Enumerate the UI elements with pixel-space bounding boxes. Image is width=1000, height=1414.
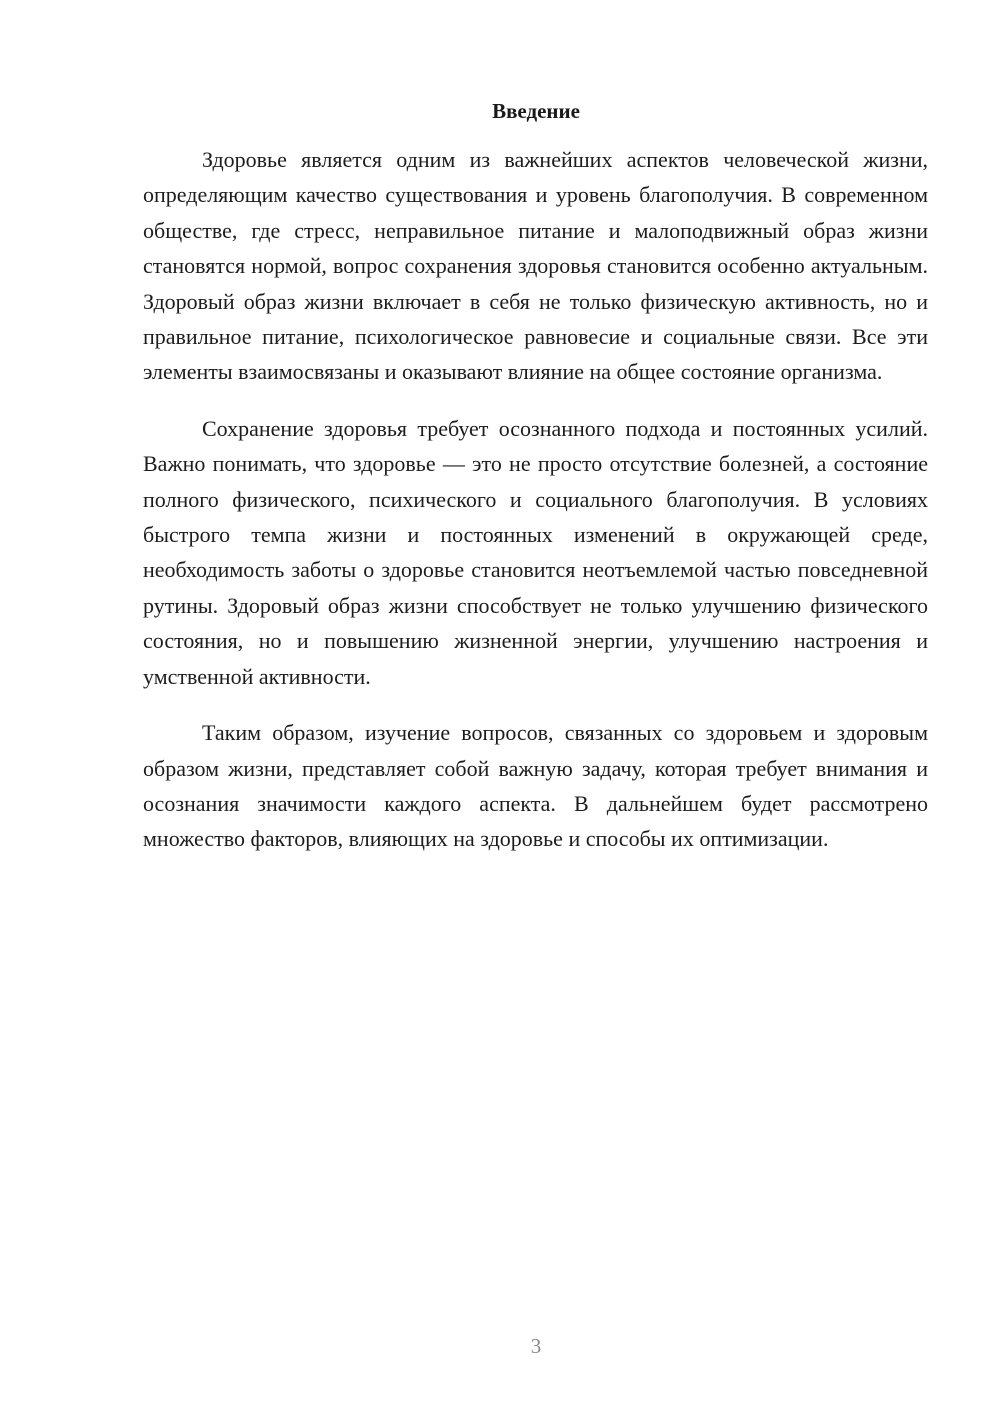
page-number: 3: [530, 1334, 542, 1358]
paragraph-1: Здоровье является одним из важнейших аспектов человеческой жизни, определяющим качество существования и уровень благополучия. В современном обществе, где стресс, неправильное питание и малоподвижный образ жизни становятся нормой, вопрос сохранения здоровья становится особенно актуальным. Здоровый образ жизни включает в себя не только физическую активность, но и правильное питание, психологическое равновесие и социальные связи. Все эти элементы взаимосвязаны и оказывают влияние на общее состояние организма.: [143, 147, 928, 385]
body-text: [143, 142, 928, 878]
paragraph-2: Сохранение здоровья требует осознанного подхода и постоянных усилий. Важно понимать, что здоровье — это не просто отсутствие болезней, а состояние полного физического, психического и социального благополучия. В условиях быстрого темпа жизни и постоянных изменений в окружающей среде, необходимость заботы о здоровье становится неотъемлемой частью повседневной рутины. Здоровый образ жизни способствует не только улучшению физического состояния, но и повышению жизненной энергии, улучшению настроения и умственной активности.: [143, 415, 928, 689]
paragraph-3: Таким образом, изучение вопросов, связанных со здоровьем и здоровым образом жизни, представляет собой важную задачу, которая требует внимания и осознания значимости каждого аспекта. В дальнейшем будет рассмотрено множество факторов, влияющих на здоровье и способы их оптимизации.: [143, 720, 928, 852]
section-title: Введение: [492, 99, 580, 123]
